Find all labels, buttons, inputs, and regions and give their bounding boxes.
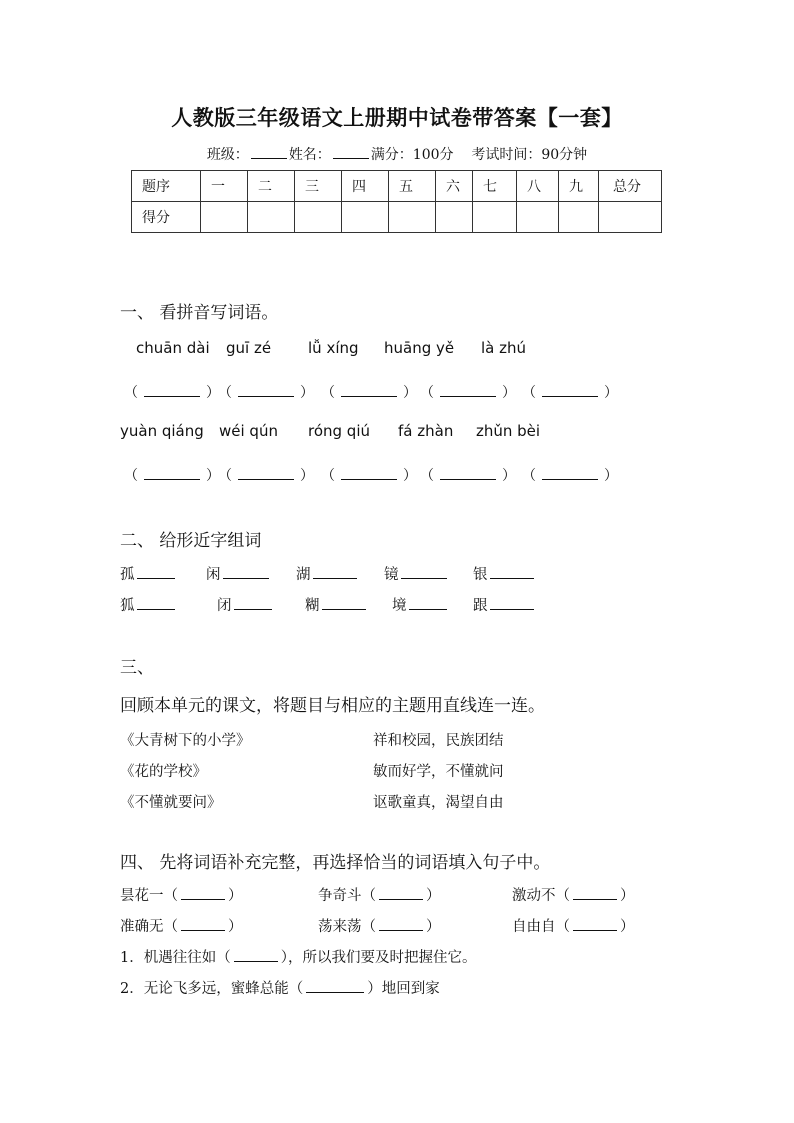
section1-heading: 一、 看拼音写词语。 [120,303,279,323]
idiom-item[interactable]: 激动不（ ） [512,888,635,904]
char-word-item[interactable]: 银 [473,563,534,584]
header-cell: 六 [436,171,473,202]
idiom-item[interactable]: 昙花一（ ） [120,888,243,904]
char-word-item[interactable]: 狐 [120,594,175,615]
char-word-item[interactable]: 镜 [384,563,447,584]
char-word-item[interactable]: 闭 [217,594,272,615]
name-label: 姓名： [288,147,331,163]
idiom-item[interactable]: 自由自（ ） [512,919,635,935]
pinyin-2-3: róng qiú [308,422,371,440]
answer-blank[interactable]: （ ） [420,385,516,401]
pinyin-2-5: zhǔn bèi [476,422,541,440]
header-cell: 七 [473,171,517,202]
pinyin-1-5: là zhú [481,339,527,357]
score-cell[interactable] [342,202,389,233]
pinyin-1-1: chuān dài [136,339,210,357]
section4-heading: 四、 先将词语补充完整，再选择恰当的词语填入句子中。 [120,853,551,873]
score-cell[interactable] [599,202,662,233]
char-word-item[interactable]: 境 [392,594,447,615]
section2-heading: 二、 给形近字组词 [120,531,262,551]
pinyin-1-4: huāng yě [384,339,455,357]
header-cell: 题序 [132,171,201,202]
pinyin-1-3: lǚ xíng [308,339,359,357]
char-word-item[interactable]: 糊 [305,594,366,615]
row-label: 得分 [132,202,201,233]
score-cell[interactable] [473,202,517,233]
sentence-question-2[interactable]: 2．无论飞多远，蜜蜂总能（ ）地回到家 [120,981,440,997]
answer-blank[interactable]: （ ） [124,468,220,484]
header-cell: 三 [295,171,342,202]
char-word-item[interactable]: 跟 [473,594,534,615]
answer-blank[interactable]: （ ） [218,385,314,401]
score-table-row [132,202,662,233]
answer-blank[interactable]: （ ） [321,468,417,484]
answer-blank[interactable]: （ ） [124,385,220,401]
answer-blank[interactable]: （ ） [420,468,516,484]
score-cell[interactable] [248,202,295,233]
match-left-item[interactable]: 《大青树下的小学》 [120,733,251,749]
section3-heading: 三、 [120,658,154,678]
idiom-item[interactable]: 争奇斗（ ） [318,888,441,904]
class-label: 班级： [206,147,249,163]
char-word-item[interactable]: 孤 [120,563,175,584]
score-cell[interactable] [559,202,599,233]
exam-info [0,144,794,164]
header-cell: 二 [248,171,295,202]
score-table [131,170,662,233]
header-cell: 八 [517,171,559,202]
sentence-question-1[interactable]: 1．机遇往往如（ ），所以我们要及时把握住它。 [120,950,477,966]
match-left-item[interactable]: 《不懂就要问》 [120,795,222,811]
char-word-item[interactable]: 闲 [206,563,269,584]
score-cell[interactable] [295,202,342,233]
match-left-item[interactable]: 《花的学校》 [120,764,207,780]
full-score: 满分：100分 [370,147,454,163]
header-cell: 总分 [599,171,662,202]
idiom-item[interactable]: 荡来荡（ ） [318,919,441,935]
score-cell[interactable] [389,202,436,233]
pinyin-2-4: fá zhàn [398,422,454,440]
pinyin-2-2: wéi qún [219,422,278,440]
score-cell[interactable] [436,202,473,233]
pinyin-1-2: guī zé [226,339,272,357]
match-right-item[interactable]: 祥和校园，民族团结 [373,733,504,749]
score-cell[interactable] [517,202,559,233]
exam-time: 考试时间：90分钟 [471,147,588,163]
answer-blank[interactable]: （ ） [321,385,417,401]
header-cell: 九 [559,171,599,202]
match-right-item[interactable]: 讴歌童真，渴望自由 [373,795,504,811]
section3-instruction: 回顾本单元的课文，将题目与相应的主题用直线连一连。 [120,696,545,716]
page-title: 人教版三年级语文上册期中试卷带答案【一套】 [171,105,623,130]
answer-blank[interactable]: （ ） [218,468,314,484]
idiom-item[interactable]: 准确无（ ） [120,919,243,935]
name-blank[interactable] [333,146,369,159]
header-cell: 五 [389,171,436,202]
pinyin-2-1: yuàn qiáng [120,422,204,440]
match-right-item[interactable]: 敏而好学，不懂就问 [373,764,504,780]
answer-blank[interactable]: （ ） [522,385,618,401]
class-blank[interactable] [251,146,287,159]
char-word-item[interactable]: 湖 [296,563,357,584]
score-cell[interactable] [201,202,248,233]
answer-blank[interactable]: （ ） [522,468,618,484]
header-cell: 一 [201,171,248,202]
score-table-header [132,171,662,202]
header-cell: 四 [342,171,389,202]
